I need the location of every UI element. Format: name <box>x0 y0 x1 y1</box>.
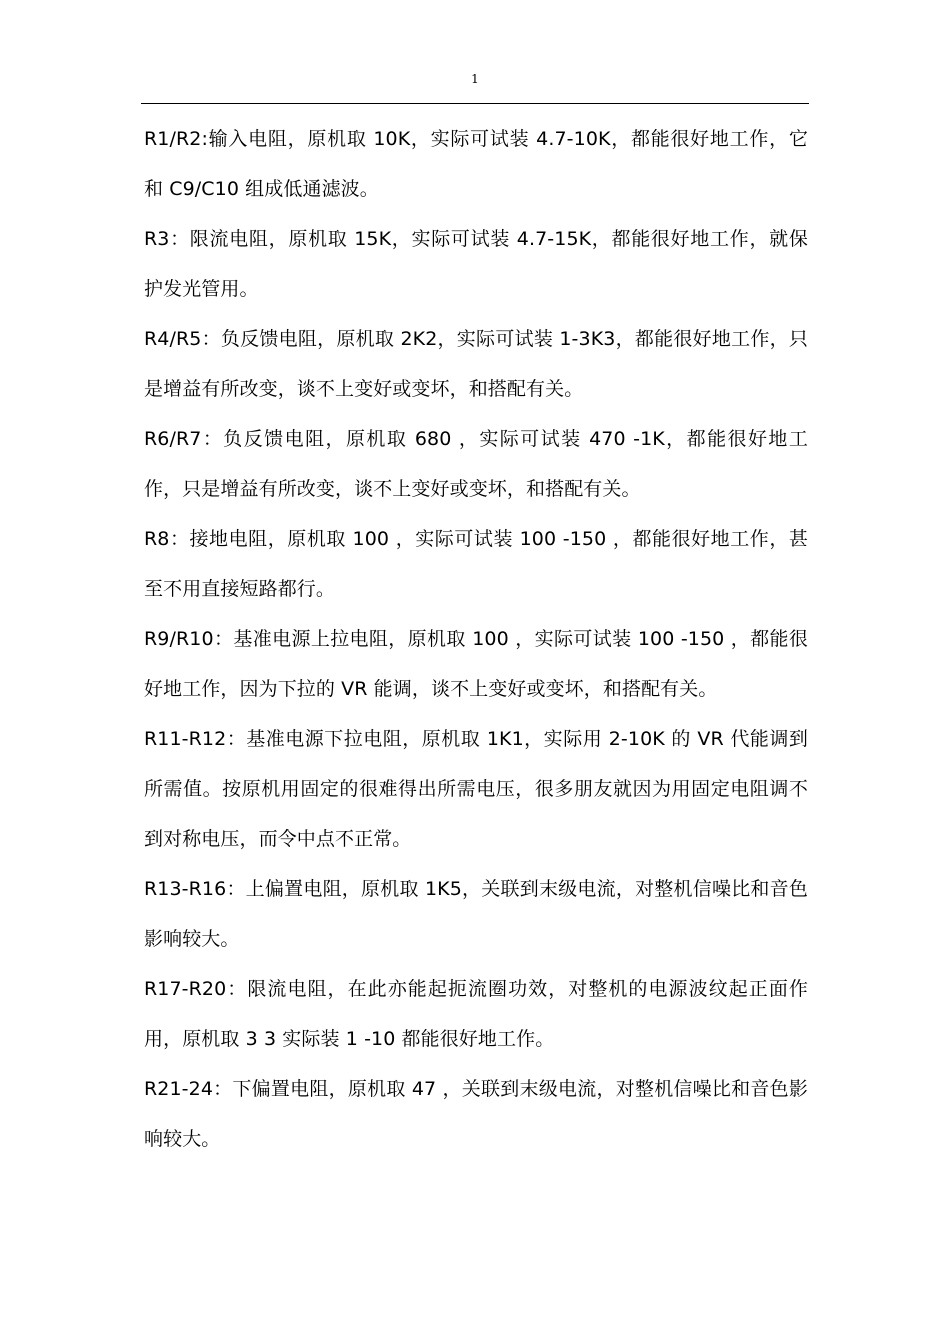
paragraph-r8: R8：接地电阻，原机取 100 ，实际可试装 100 -150 ，都能很好地工作，甚至不用直接短路都行。 <box>144 528 808 600</box>
header-divider <box>141 103 809 104</box>
paragraph-r11-r12: R11-R12：基准电源下拉电阻，原机取 1K1，实际用 2-10K 的 VR 代能调到所需值。按原机用固定的很难得出所需电压，很多朋友就因为用固定电阻调不到对称电压，而令中点不正常。 <box>144 728 808 850</box>
paragraph-r9-r10: R9/R10：基准电源上拉电阻，原机取 100 ，实际可试装 100 -150 ，都能很好地工作，因为下拉的 VR 能调，谈不上变好或变坏，和搭配有关。 <box>144 628 808 700</box>
paragraph-r3: R3：限流电阻，原机取 15K，实际可试装 4.7-15K，都能很好地工作，就保护发光管用。 <box>144 228 808 300</box>
paragraph-r13-r16: R13-R16：上偏置电阻，原机取 1K5，关联到末级电流，对整机信噪比和音色影响较大。 <box>144 878 808 950</box>
document-body <box>144 114 808 1164</box>
paragraph-r4-r5: R4/R5：负反馈电阻，原机取 2K2，实际可试装 1-3K3，都能很好地工作，只是增益有所改变，谈不上变好或变坏，和搭配有关。 <box>144 328 808 400</box>
paragraph-r1-r2: R1/R2:输入电阻，原机取 10K，实际可试装 4.7-10K，都能很好地工作，它和 C9/C10 组成低通滤波。 <box>144 128 808 200</box>
paragraph-r17-r20: R17-R20：限流电阻，在此亦能起扼流圈功效，对整机的电源波纹起正面作用，原机取 3 3 实际装 1 -10 都能很好地工作。 <box>144 978 808 1050</box>
page-number: 1 <box>471 72 479 86</box>
paragraph-r6-r7: R6/R7：负反馈电阻，原机取 680 ，实际可试装 470 -1K，都能很好地工作，只是增益有所改变，谈不上变好或变坏，和搭配有关。 <box>144 428 808 500</box>
paragraph-r21-r24: R21-24：下偏置电阻，原机取 47 ，关联到末级电流，对整机信噪比和音色影响较大。 <box>144 1078 808 1150</box>
